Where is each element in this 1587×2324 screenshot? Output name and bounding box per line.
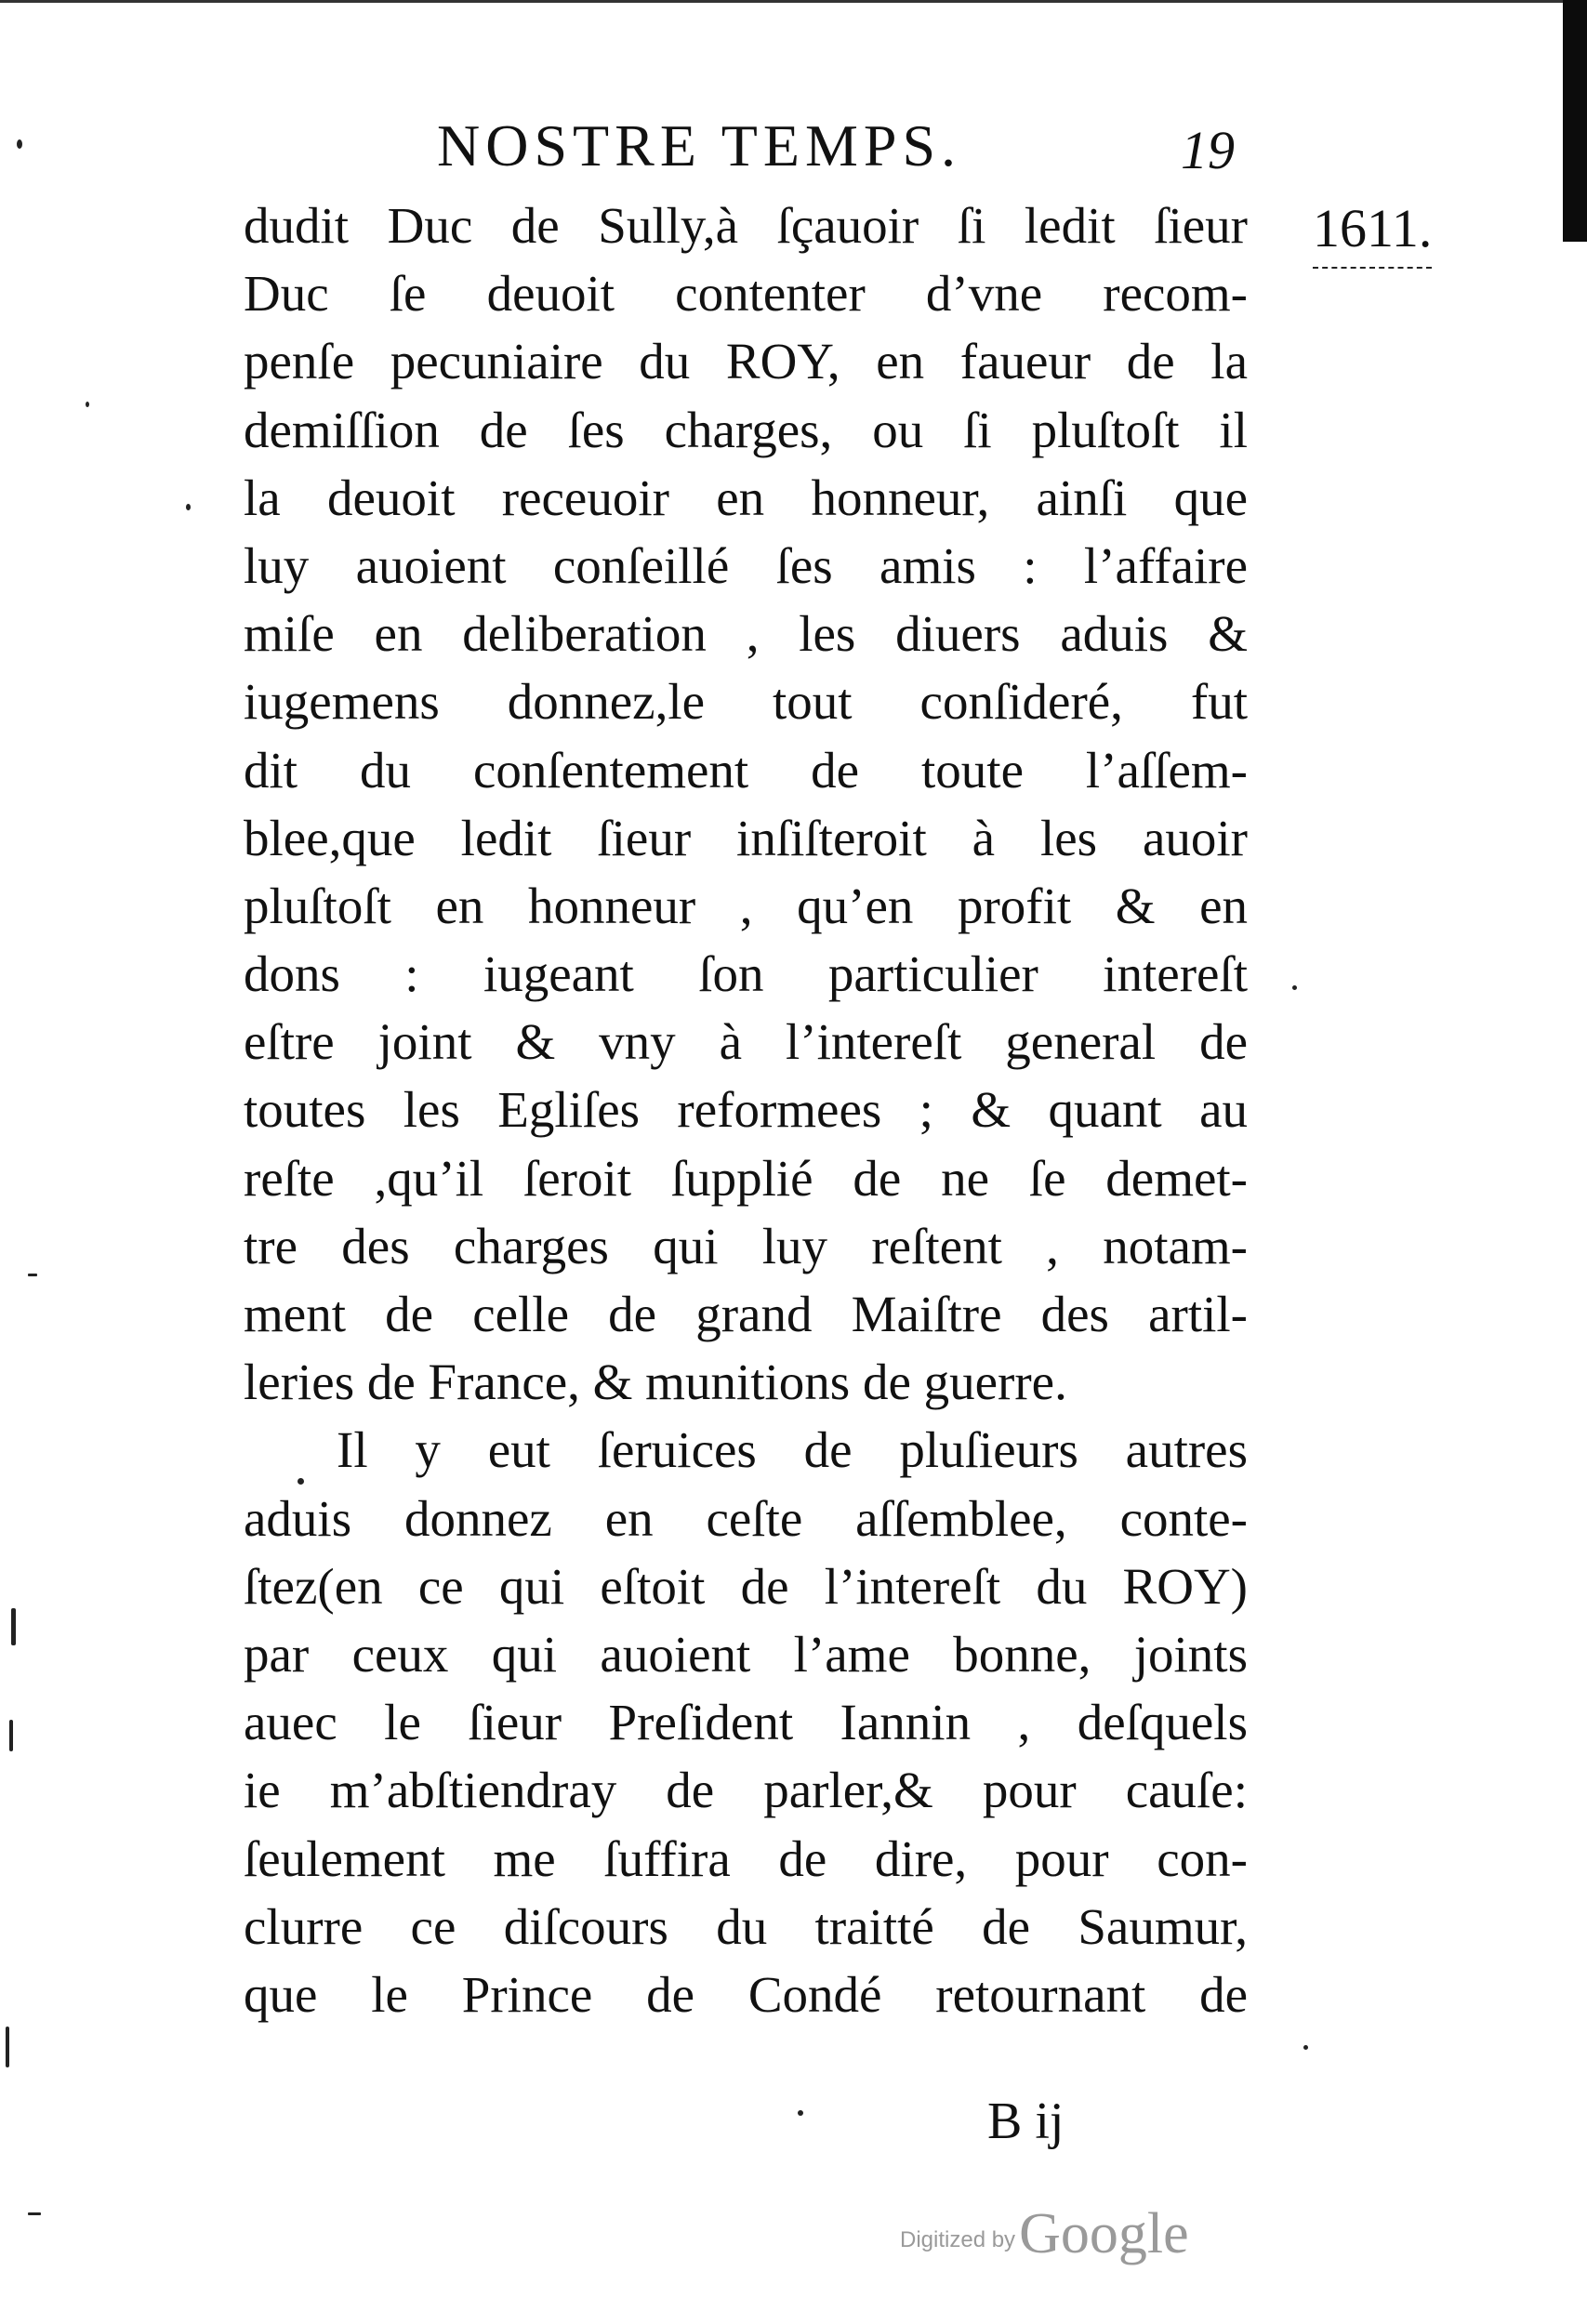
text-line: reſte ,qu’il ſeroit ſupplié de ne ſe demet- [244,1149,1248,1207]
text-line: auec le ſieur Preſident Iannin , deſquels [244,1694,1248,1751]
text-line: leries de France, & munitions de guerre. [244,1353,1067,1411]
text-line: eſtre joint & vny à l’intereſt general de [244,1013,1248,1071]
text-line: tre des charges qui luy reſtent , notam- [244,1217,1248,1274]
scan-right-edge [1563,0,1587,242]
text-line: ſtez(en ce qui eſtoit de l’intereſt du ROY) [244,1557,1248,1615]
signature-mark: B ij [987,2093,1065,2150]
scan-speck [798,2110,803,2116]
scan-top-edge [0,0,1587,3]
scan-speck [86,402,89,407]
watermark-brand: Google [1019,2202,1189,2265]
text-line: miſe en deliberation , les diuers aduis & [244,605,1248,663]
scan-speck [298,1478,304,1485]
scan-speck [1303,2045,1308,2050]
text-line: Duc ſe deuoit contenter d’vne recom- [244,265,1248,323]
scan-speck [28,2212,41,2215]
text-line: par ceux qui auoient l’ame bonne, joints [244,1625,1248,1683]
text-line: dudit Duc de Sully,à ſçauoir ſi ledit ſieur [244,197,1248,254]
text-line: ie m’abſtiendray de parler,& pour cauſe: [244,1762,1248,1819]
text-line: clurre ce diſcours du traitté de Saumur, [244,1897,1248,1955]
scan-speck [6,2027,9,2067]
digitization-watermark [900,2201,1189,2267]
text-line: ment de celle de grand Maiſtre des artil- [244,1286,1248,1342]
text-line: iugemens donnez,le tout conſideré, fut [244,673,1248,731]
text-line: dit du conſentement de toute l’aſſem- [244,741,1248,799]
body-text [244,191,1248,2028]
text-line: Il y eut ſeruices de pluſieurs autres [337,1421,1248,1479]
text-line: penſe pecuniaire du ROY, en faueur de la [244,333,1248,390]
text-line: blee,que ledit ſieur inſiſteroit à les auoir [244,809,1248,866]
scan-speck [1292,985,1297,990]
text-line: demiſſion de ſes charges, ou ſi pluſtoſt il [244,401,1248,458]
text-line: ſeulement me ſuffira de dire, pour con- [244,1829,1248,1887]
text-line: pluſtoſt en honneur , qu’en profit & en [244,877,1248,934]
running-title: NOSTRE TEMPS. [437,112,962,178]
page-number: 19 [1181,120,1235,180]
watermark-prefix: Digitized by [900,2227,1016,2252]
text-line: aduis donnez en ceſte aſſemblee, conte- [244,1489,1248,1547]
margin-year-note: 1611. [1313,197,1432,269]
text-line: luy auoient conſeillé ſes amis : l’affaire [244,536,1248,594]
scan-speck [9,1720,13,1751]
text-line: dons : iugeant ſon particulier intereſt [244,945,1248,1003]
scan-speck [28,1274,37,1276]
text-line: la deuoit receuoir en honneur, ainſi que [244,469,1248,526]
text-line: que le Prince de Condé retournant de [244,1965,1248,2023]
scan-speck [11,1608,16,1645]
scan-speck [186,504,191,510]
text-line: toutes les Egliſes reformees ; & quant au [244,1081,1248,1139]
scan-speck [17,139,22,149]
